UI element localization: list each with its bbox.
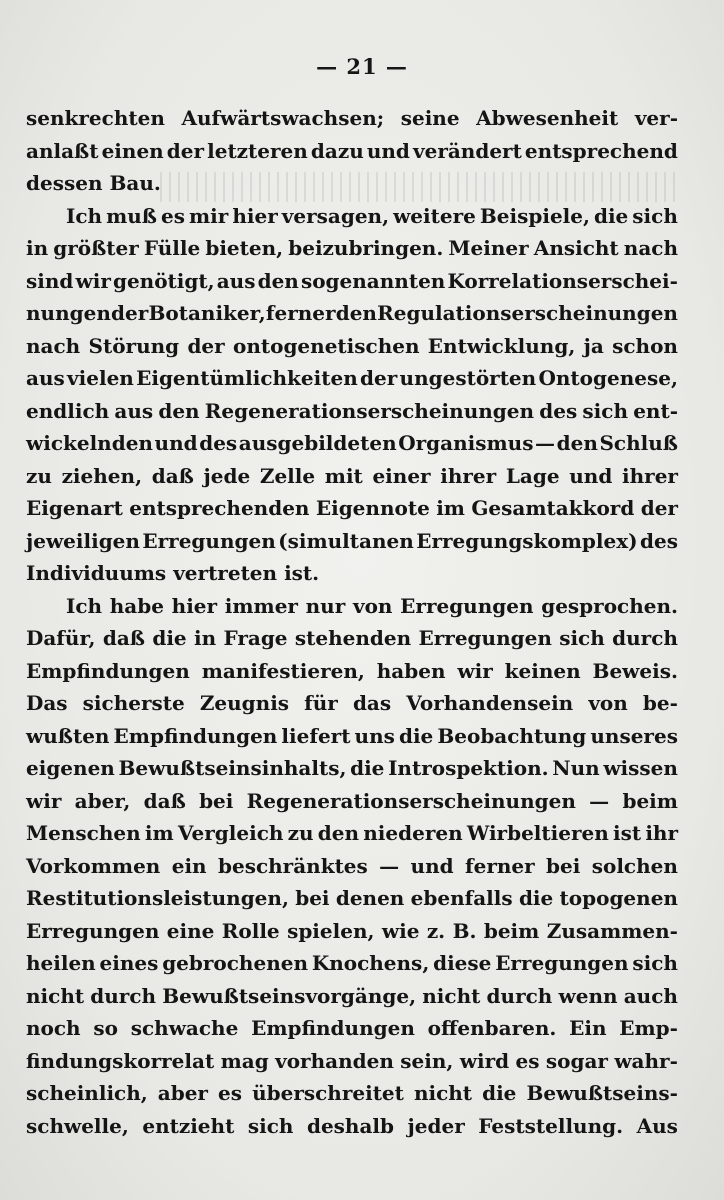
page-number: — 21 — bbox=[316, 54, 408, 79]
word: bei bbox=[546, 853, 581, 878]
word: scheinlich, bbox=[26, 1081, 148, 1105]
word: Emp- bbox=[619, 1016, 678, 1040]
word: entsprechenden bbox=[129, 496, 310, 520]
word: den bbox=[158, 398, 200, 423]
word: der bbox=[360, 366, 398, 390]
word: aus bbox=[26, 366, 65, 390]
word: nungen bbox=[26, 301, 111, 325]
word: eine bbox=[166, 918, 215, 943]
text-line bbox=[26, 330, 678, 363]
word: Ein bbox=[569, 1016, 607, 1040]
word: nicht bbox=[413, 1081, 473, 1105]
word: Lage bbox=[505, 463, 560, 488]
word: wissen bbox=[603, 756, 678, 780]
word: senkrechten bbox=[26, 106, 165, 130]
word: stehenden bbox=[294, 626, 412, 650]
word: uns bbox=[354, 723, 395, 748]
word: sind bbox=[26, 268, 74, 293]
word: schon bbox=[612, 333, 678, 358]
word: genötigt, bbox=[112, 268, 215, 293]
word: zu bbox=[26, 463, 52, 488]
text-line bbox=[26, 655, 678, 688]
word: noch bbox=[26, 1016, 81, 1040]
word: nach bbox=[623, 236, 678, 260]
word: bieten, bbox=[205, 236, 284, 260]
word: den bbox=[556, 431, 598, 455]
word: wir bbox=[75, 268, 111, 293]
word: bei bbox=[199, 788, 234, 813]
word: diese bbox=[433, 951, 492, 975]
word: Menschen bbox=[26, 821, 141, 845]
word: Regenerationserscheinungen bbox=[246, 788, 576, 813]
word: — bbox=[589, 788, 610, 813]
word: wahr- bbox=[614, 1048, 678, 1073]
text-line bbox=[26, 460, 678, 493]
word: — bbox=[379, 853, 400, 878]
word: und bbox=[410, 853, 454, 878]
word: Beispiele, bbox=[479, 203, 590, 228]
word: Regenerationserscheinungen bbox=[204, 398, 535, 423]
word: des bbox=[199, 431, 238, 455]
word: Erregungen bbox=[495, 951, 629, 975]
word: ausgebildeten bbox=[238, 431, 397, 455]
text-line bbox=[26, 980, 678, 1013]
word: ihrer bbox=[622, 463, 678, 488]
word: Erregungen bbox=[142, 528, 276, 553]
word: ungestörten bbox=[399, 366, 537, 390]
word: daß bbox=[102, 626, 145, 650]
text-line bbox=[26, 167, 678, 200]
word: wie bbox=[381, 918, 420, 943]
word: dessen bbox=[26, 171, 103, 195]
word: Restitutionsleistungen, bbox=[26, 886, 289, 910]
word: vorhanden bbox=[275, 1048, 394, 1073]
word: aber, bbox=[74, 788, 131, 813]
word: des bbox=[539, 398, 578, 423]
word: Entwicklung, bbox=[427, 333, 576, 358]
word: ist bbox=[612, 821, 642, 845]
word: ist. bbox=[284, 561, 320, 585]
word: sicherste bbox=[82, 691, 185, 715]
word: den bbox=[257, 268, 299, 293]
text-line bbox=[26, 232, 678, 265]
word: aber bbox=[157, 1081, 208, 1105]
word: wickelnden bbox=[26, 431, 153, 455]
word: vielen bbox=[67, 366, 134, 390]
word: topogenen bbox=[559, 886, 678, 910]
word: in bbox=[26, 236, 49, 260]
word: im bbox=[436, 496, 465, 520]
word: wird bbox=[459, 1048, 510, 1073]
text-line bbox=[26, 785, 678, 818]
word: durch bbox=[612, 626, 678, 650]
text-line bbox=[26, 850, 678, 883]
word: Empfindungen bbox=[26, 658, 190, 683]
word: ent- bbox=[633, 398, 678, 423]
word: verändert bbox=[412, 138, 522, 163]
word: hier bbox=[171, 593, 218, 618]
word: einen bbox=[101, 138, 164, 163]
word: Fülle bbox=[143, 236, 201, 260]
word: jeweiligen bbox=[26, 528, 140, 553]
word: Empfindungen bbox=[251, 1016, 415, 1040]
word: die bbox=[350, 756, 385, 780]
text-line bbox=[26, 622, 678, 655]
word: den bbox=[317, 821, 360, 845]
word: deshalb bbox=[306, 1113, 395, 1138]
word: mit bbox=[324, 463, 363, 488]
word: Ich bbox=[66, 593, 103, 618]
word: nicht bbox=[422, 983, 481, 1008]
text-line bbox=[26, 200, 678, 233]
text-line bbox=[26, 687, 678, 720]
word: entsprechend bbox=[524, 138, 678, 163]
word: hier bbox=[232, 203, 278, 228]
word: gebrochenen bbox=[162, 951, 309, 975]
word: Gesamtakkord bbox=[471, 496, 635, 520]
text-line bbox=[26, 135, 678, 168]
word: jeder bbox=[407, 1113, 465, 1138]
word: B. bbox=[452, 918, 477, 943]
word: niederen bbox=[363, 821, 463, 845]
word: Organismus bbox=[398, 431, 534, 455]
word: die bbox=[398, 723, 434, 748]
word: beizubringen. bbox=[288, 236, 444, 260]
word: für bbox=[304, 691, 338, 715]
text-line bbox=[26, 427, 678, 460]
text-line bbox=[26, 720, 678, 753]
word: unseres bbox=[590, 723, 678, 748]
word: offenbaren. bbox=[427, 1016, 557, 1040]
word: ja bbox=[583, 333, 604, 358]
word: Ansicht bbox=[533, 236, 619, 260]
word: daß bbox=[143, 788, 186, 813]
text-line bbox=[26, 1012, 678, 1045]
word: sogenannten bbox=[300, 268, 446, 293]
word: aus bbox=[216, 268, 256, 293]
word: ferner bbox=[465, 853, 535, 878]
word: vertreten bbox=[173, 561, 278, 585]
word: durch bbox=[90, 983, 157, 1008]
text-line bbox=[26, 265, 678, 298]
word: Erregungen bbox=[418, 626, 552, 650]
word: heilen bbox=[26, 951, 96, 975]
word: entzieht bbox=[142, 1113, 235, 1138]
word: Vorhandensein bbox=[406, 691, 574, 715]
word: so bbox=[93, 1016, 118, 1040]
word: nicht bbox=[26, 983, 85, 1008]
word: dazu bbox=[310, 138, 364, 163]
word: nur bbox=[305, 593, 346, 618]
word: Regulationserscheinungen bbox=[377, 301, 678, 325]
word: Botaniker, bbox=[148, 301, 266, 325]
word: Meiner bbox=[448, 236, 529, 260]
word: solchen bbox=[591, 853, 678, 878]
body-text bbox=[26, 102, 678, 1142]
word: von bbox=[588, 691, 628, 715]
word: die bbox=[518, 886, 554, 910]
word: Aus bbox=[636, 1113, 678, 1138]
word: die bbox=[482, 1081, 517, 1105]
word: findungskorrelat bbox=[26, 1048, 215, 1073]
word: wir bbox=[26, 788, 62, 813]
word: Wirbeltieren bbox=[466, 821, 609, 845]
word: nach bbox=[26, 333, 81, 358]
word: Abwesenheit bbox=[476, 106, 619, 130]
word: und bbox=[154, 431, 198, 455]
word: die bbox=[152, 626, 187, 650]
word: muß bbox=[106, 203, 157, 228]
text-line bbox=[26, 1045, 678, 1078]
word: ferner bbox=[265, 301, 336, 325]
word: versagen, bbox=[281, 203, 390, 228]
word: das bbox=[352, 691, 392, 715]
word: wir bbox=[457, 658, 493, 683]
word: Vergleich bbox=[177, 821, 284, 845]
word: ein bbox=[171, 853, 207, 878]
word: aus bbox=[114, 398, 154, 423]
word: von bbox=[352, 593, 393, 618]
word: Bewußtseins- bbox=[526, 1081, 678, 1105]
word: Introspektion. bbox=[388, 756, 549, 780]
word: sich bbox=[247, 1113, 294, 1138]
word: Korrelationserschei- bbox=[447, 268, 678, 293]
text-line bbox=[26, 947, 678, 980]
word: in bbox=[193, 626, 217, 650]
word: der bbox=[187, 333, 225, 358]
word: und bbox=[569, 463, 613, 488]
text-line bbox=[26, 817, 678, 850]
word: denen bbox=[335, 886, 405, 910]
word: — bbox=[535, 431, 556, 455]
word: seine bbox=[400, 106, 460, 130]
text-line bbox=[26, 752, 678, 785]
word: jede bbox=[203, 463, 251, 488]
word: gesprochen. bbox=[541, 593, 678, 618]
word: beim bbox=[483, 918, 540, 943]
word: anlaßt bbox=[26, 138, 99, 163]
word: im bbox=[144, 821, 174, 845]
text-line bbox=[26, 525, 678, 558]
text-line bbox=[26, 915, 678, 948]
word: beschränktes bbox=[217, 853, 368, 878]
word: ver- bbox=[634, 106, 678, 130]
word: es bbox=[218, 1081, 243, 1105]
word: sich bbox=[559, 626, 605, 650]
text-line bbox=[26, 590, 678, 623]
word: Eigentümlichkeiten bbox=[136, 366, 358, 390]
word: Eigenart bbox=[26, 496, 123, 520]
text-line bbox=[26, 297, 678, 330]
word: Rolle bbox=[221, 918, 280, 943]
word: liefert bbox=[281, 723, 351, 748]
word: wußten bbox=[26, 723, 110, 748]
word: auch bbox=[623, 983, 678, 1008]
word: Beweis. bbox=[592, 658, 678, 683]
text-line bbox=[26, 1077, 678, 1110]
word: Ontogenese, bbox=[538, 366, 678, 390]
word: ihr bbox=[645, 821, 678, 845]
word: Schluß bbox=[599, 431, 678, 455]
word: haben bbox=[376, 658, 446, 683]
word: Ich bbox=[66, 203, 103, 228]
word: Störung bbox=[88, 333, 180, 358]
word: spielen, bbox=[287, 918, 375, 943]
word: es bbox=[515, 1048, 540, 1073]
word: zu bbox=[287, 821, 314, 845]
word: schwache bbox=[130, 1016, 239, 1040]
word: Bewußtseinsinhalts, bbox=[118, 756, 347, 780]
word: keinen bbox=[504, 658, 581, 683]
text-line bbox=[26, 882, 678, 915]
word: der bbox=[111, 301, 149, 325]
word: Dafür, bbox=[26, 626, 96, 650]
word: Zusammen- bbox=[546, 918, 678, 943]
word: mag bbox=[220, 1048, 269, 1073]
text-line bbox=[26, 395, 678, 428]
word: Zelle bbox=[259, 463, 316, 488]
word: durch bbox=[486, 983, 553, 1008]
word: eigenen bbox=[26, 756, 115, 780]
word: z. bbox=[426, 918, 446, 943]
word: sogar bbox=[545, 1048, 608, 1073]
word: den bbox=[335, 301, 377, 325]
word: endlich bbox=[26, 398, 110, 423]
text-line bbox=[26, 492, 678, 525]
word: sich bbox=[582, 398, 628, 423]
word: Individuums bbox=[26, 561, 167, 585]
word: überschreitet bbox=[252, 1081, 404, 1105]
word: Eigennote bbox=[315, 496, 430, 520]
word: Beobachtung bbox=[437, 723, 587, 748]
word: Aufwärtswachsen; bbox=[181, 106, 385, 130]
word: der bbox=[640, 496, 678, 520]
word: Erregungen bbox=[400, 593, 534, 618]
word: sein, bbox=[400, 1048, 454, 1073]
word: (simultanen bbox=[278, 528, 414, 553]
word: daß bbox=[151, 463, 194, 488]
text-line bbox=[26, 1110, 678, 1143]
word: weitere bbox=[393, 203, 476, 228]
word: Nun bbox=[552, 756, 600, 780]
word: es bbox=[161, 203, 185, 228]
text-line bbox=[26, 102, 678, 135]
word: Frage bbox=[223, 626, 288, 650]
word: und bbox=[366, 138, 410, 163]
word: Vorkommen bbox=[26, 853, 161, 878]
word: sich bbox=[632, 203, 678, 228]
word: Feststellung. bbox=[478, 1113, 624, 1138]
word: letzteren bbox=[207, 138, 308, 163]
word: bei bbox=[295, 886, 330, 910]
word: Bau. bbox=[109, 171, 161, 195]
word: Bewußtseinsvorgänge, bbox=[162, 983, 417, 1008]
word: Zeugnis bbox=[199, 691, 290, 715]
word: Knochens, bbox=[311, 951, 430, 975]
word: größter bbox=[53, 236, 139, 260]
word: des bbox=[640, 528, 678, 553]
word: mir bbox=[189, 203, 229, 228]
word: Das bbox=[26, 691, 68, 715]
word: be- bbox=[642, 691, 678, 715]
word: habe bbox=[109, 593, 164, 618]
word: ontogenetischen bbox=[232, 333, 420, 358]
word: Empfindungen bbox=[113, 723, 278, 748]
word: einer bbox=[372, 463, 431, 488]
word: ziehen, bbox=[61, 463, 143, 488]
word: der bbox=[166, 138, 205, 163]
word: schwelle, bbox=[26, 1113, 129, 1138]
word: ebenfalls bbox=[410, 886, 513, 910]
word: immer bbox=[224, 593, 298, 618]
word: beim bbox=[622, 788, 678, 813]
word: eines bbox=[99, 951, 159, 975]
word: die bbox=[593, 203, 629, 228]
word: wenn bbox=[558, 983, 618, 1008]
word: Erregungskomplex) bbox=[416, 528, 638, 553]
word: sich bbox=[632, 951, 678, 975]
text-line bbox=[26, 557, 678, 590]
text-line bbox=[26, 362, 678, 395]
word: manifestieren, bbox=[201, 658, 365, 683]
word: Erregungen bbox=[26, 918, 160, 943]
word: ihrer bbox=[440, 463, 497, 488]
